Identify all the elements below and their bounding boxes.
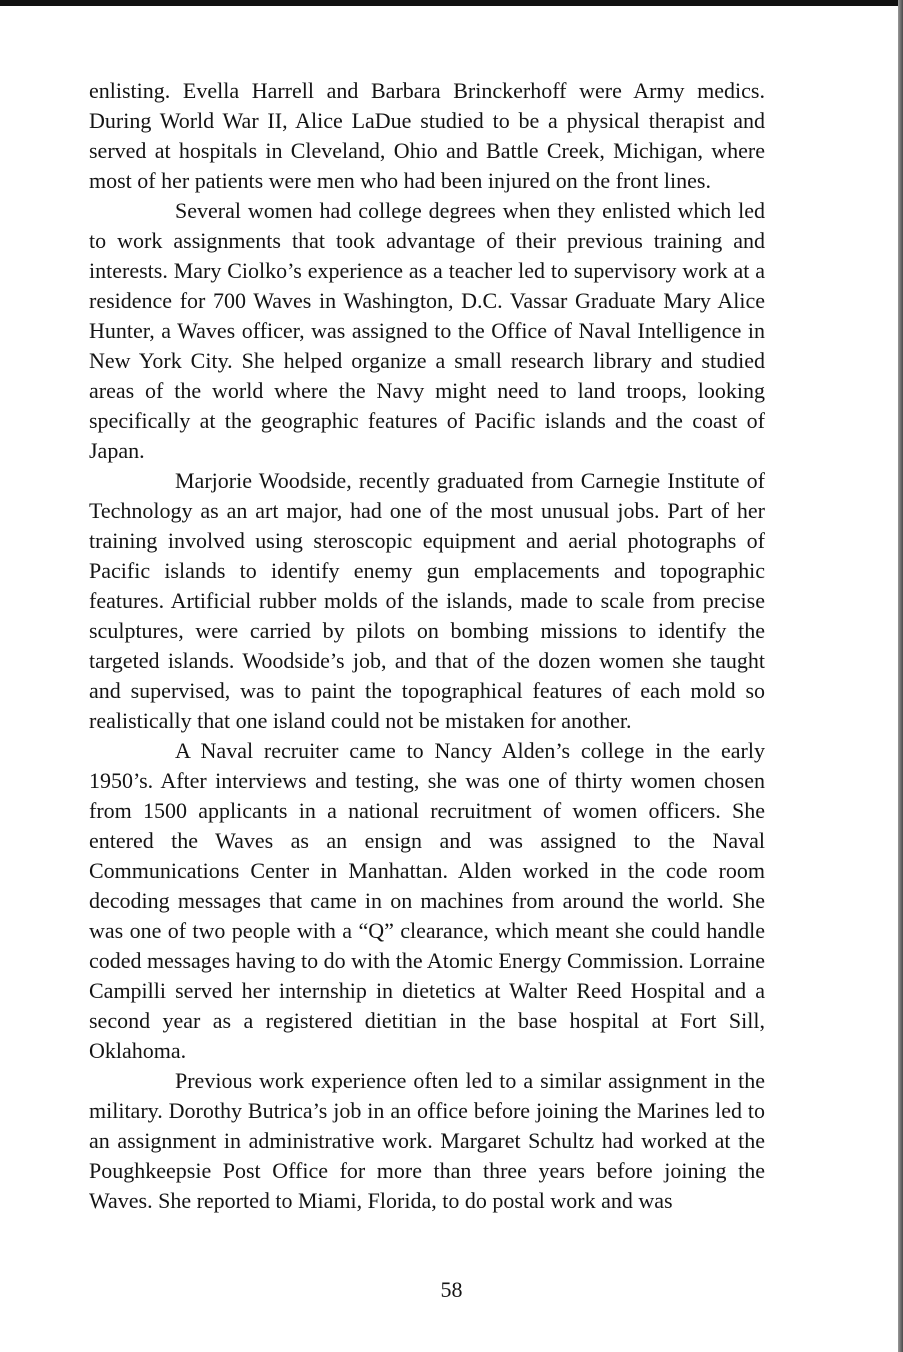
paragraph: Previous work experience often led to a similar assignment in the military. Dorothy Butrica’s job in an office before joining the Marines led to an assignment in administrative work. Margaret Schultz had worked at the Poughkeepsie Post Office for more than three years before joining the Waves. She reported to Miami, Florida, to do postal work and was (89, 1068, 765, 1213)
page-body-text (89, 76, 765, 1216)
page-number: 58 (440, 1277, 463, 1302)
right-edge-shadow (898, 0, 903, 1352)
paragraph: Several women had college degrees when they enlisted which led to work assignments that took advantage of their previous training and interests. Mary Ciolko’s experience as a teacher led to supervisory work at a residence for 700 Waves in Washington, D.C. Vassar Graduate Mary Alice Hunter, a Waves officer, was assigned to the Office of Naval Intelligence in New York City. She helped organize a small research library and studied areas of the world where the Navy might need to land troops, looking specifically at the geographic features of Pacific islands and the coast of Japan. (89, 198, 765, 463)
paragraph: Marjorie Woodside, recently graduated from Carnegie Institute of Technology as an art major, had one of the most unusual jobs. Part of her training involved using steroscopic equipment and aerial photographs of Pacific islands to identify enemy gun emplacements and topographic features. Artificial rubber molds of the islands, made to scale from precise sculptures, were carried by pilots on bombing missions to identify the targeted islands. Woodside’s job, and that of the dozen women she taught and supervised, was to paint the topographical features of each mold so realistically that one island could not be mistaken for another. (89, 468, 765, 733)
paragraph-continued: enlisting. Evella Harrell and Barbara Brinckerhoff were Army medics. During World War II, Alice LaDue studied to be a physical therapist and served at hospitals in Cleveland, Ohio and Battle Creek, Michigan, where most of her patients were men who had been injured on the front lines. (89, 78, 765, 193)
top-border-rule (0, 0, 903, 6)
paragraph: A Naval recruiter came to Nancy Alden’s college in the early 1950’s. After interviews and testing, she was one of thirty women chosen from 1500 applicants in a national recruitment of women officers. She entered the Waves as an ensign and was assigned to the Naval Communications Center in Manhattan. Alden worked in the code room decoding messages that came in on machines from around the world. She was one of two people with a “Q” clearance, which meant she could handle coded messages having to do with the Atomic Energy Commission. Lorraine Campilli served her internship in dietetics at Walter Reed Hospital and a second year as a registered dietitian in the base hospital at Fort Sill, Oklahoma. (89, 738, 765, 1063)
